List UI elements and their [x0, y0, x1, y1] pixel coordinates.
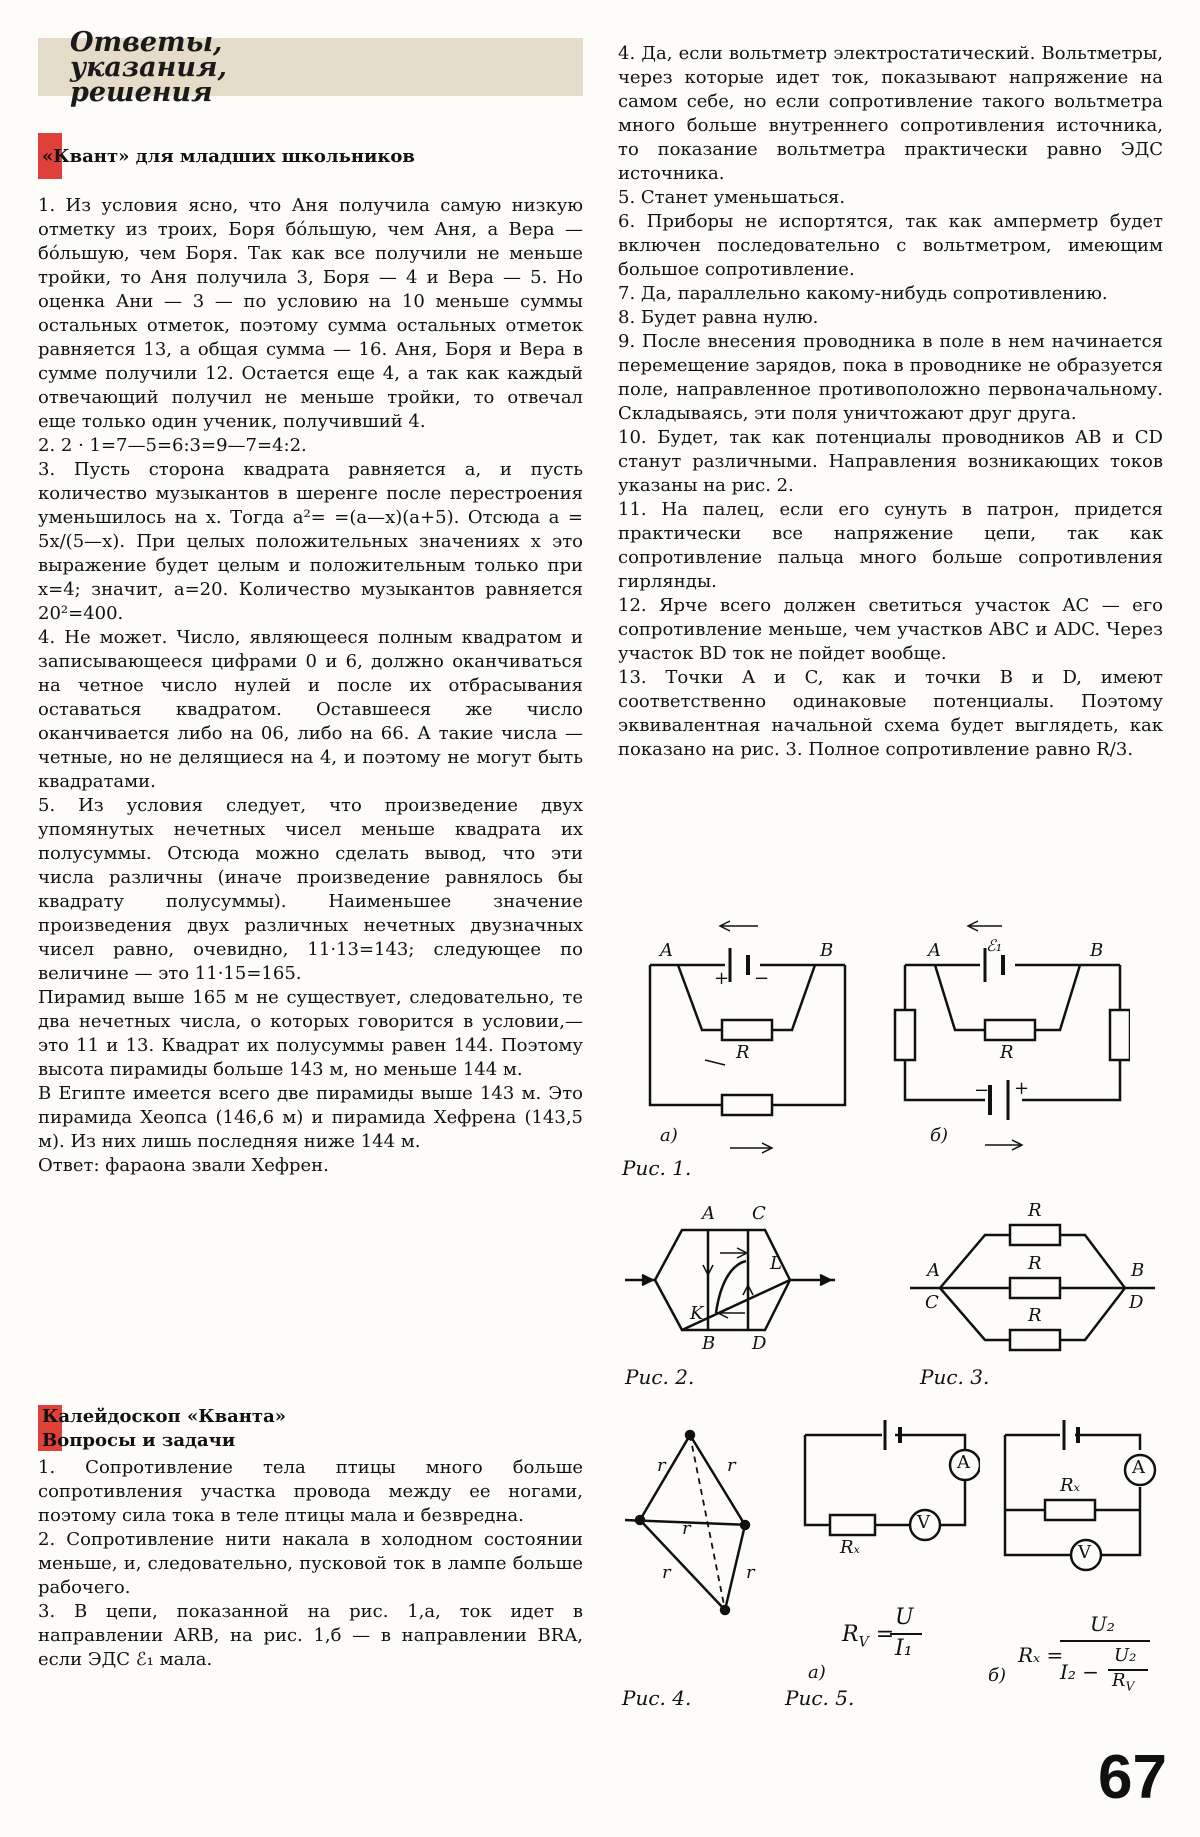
- s1-para-5: 5. Из условия следует, что произведение двух упомянутых нечетных чисел меньше квадрата их полусуммы. Отсюда можно сделать вывод, что эти числа различны (иначе произведение равнялось бы квадрату полусуммы). Наименьшее значение произведения двух различных нечетных двузначных чисел равно, очевидно, 11·13=143; следующее по величине — это 11·15=165.: [38, 795, 583, 984]
- fig5a-V: V: [917, 1512, 930, 1533]
- fig5a-formula-sub: V: [858, 1634, 869, 1651]
- fig1b-label-R: R: [1000, 1042, 1014, 1063]
- figure-5b: [1000, 1415, 1170, 1575]
- left-column: [38, 194, 583, 1178]
- figure-2: [620, 1195, 850, 1355]
- fig2-label-A: A: [702, 1203, 715, 1224]
- s2-para-1: 1. Сопротивление тела птицы много больше сопротивления участка провода между ее ногами, поэтому сила тока в теле птицы мала и безвредна.: [38, 1457, 583, 1526]
- fig1-caption: Рис. 1.: [622, 1156, 692, 1180]
- fig5b-Rx: Rₓ: [1060, 1475, 1080, 1496]
- fig2-label-D: D: [752, 1333, 767, 1354]
- fig5a-A: A: [957, 1452, 970, 1473]
- fig2-label-K: K: [690, 1303, 704, 1324]
- fig1b-label-A: A: [928, 940, 941, 961]
- fig3-label-R1: R: [1028, 1200, 1042, 1221]
- page-number: 67: [1098, 1743, 1167, 1812]
- fig5a-sub: а): [808, 1662, 826, 1683]
- fig5b-formula-den-left: I₂ −: [1060, 1660, 1100, 1684]
- fig4-label-r2: r: [727, 1455, 736, 1476]
- s2-para-2: 2. Сопротивление нити накала в холодном состоянии меньше, и, следовательно, пусковой ток в лампе больше рабочего.: [38, 1529, 583, 1598]
- fig2-label-B: B: [702, 1333, 716, 1354]
- fig5b-formula-inner-den-R: R: [1112, 1670, 1126, 1691]
- fig5a-formula-num: U: [895, 1605, 914, 1630]
- left-column-s2: [38, 1456, 583, 1672]
- s1-para-4: 4. Не может. Число, являющееся полным квадратом и записывающееся цифрами 0 и 6, должно оканчиваться на четное число нулей и после их отбрасывания оставаться квадратом. Оставшееся же число оканчивается либо на 06, либо на 66. А такие числа — четные, но не делящиеся на 4, и поэтому не могут быть квадратами.: [38, 627, 583, 792]
- fig5b-formula-inner-den-sub: V: [1125, 1679, 1135, 1694]
- fig1b-plus: +: [1014, 1078, 1030, 1099]
- fig1-plus-a: +: [714, 968, 730, 989]
- fig5b-formula-num: U₂: [1090, 1612, 1115, 1636]
- fig4-label-r4: r: [662, 1562, 671, 1583]
- s2-para-3: 3. В цепи, показанной на рис. 1,а, ток идет в направлении ARB, на рис. 1,б — в направлении BRA, если ЭДС ℰ₁ мала.: [38, 1601, 583, 1670]
- fig5a-formula-den: I₁: [895, 1636, 913, 1661]
- r-para-6: 6. Приборы не испортятся, так как амперметр будет включен последовательно с вольтметром, имеющим большое сопротивление.: [618, 211, 1163, 280]
- header-title: [70, 27, 330, 108]
- r-para-5: 5. Станет уменьшаться.: [618, 187, 846, 208]
- fig1-label-R: R: [736, 1042, 750, 1063]
- fig5b-sub: б): [988, 1665, 1007, 1686]
- fig5b-formula-lhs: Rₓ =: [1018, 1643, 1064, 1667]
- section2-subtitle: Вопросы и задачи: [42, 1430, 236, 1451]
- fig1-minus-a: −: [754, 968, 770, 989]
- r-para-12: 12. Ярче всего должен светиться участок AC — его сопротивление меньше, чем участков ABC и ADC. Через участок BD ток не пойдет вообще.: [618, 595, 1163, 664]
- figure-5a: [800, 1415, 980, 1558]
- fig1b-minus: −: [974, 1080, 990, 1101]
- r-para-7: 7. Да, параллельно какому-нибудь сопротивлению.: [618, 283, 1108, 304]
- header-title-line1: Ответы,: [70, 27, 223, 58]
- fig5b-V: V: [1078, 1542, 1091, 1563]
- fig5a-formula-R: R: [842, 1622, 859, 1647]
- fig5b-formula-line: [1060, 1640, 1150, 1642]
- fig5a-formula-line: [890, 1633, 922, 1635]
- section1-title: «Квант» для младших школьников: [42, 146, 415, 167]
- fig1-sub-a: а): [660, 1125, 678, 1146]
- fig3-label-C: C: [925, 1292, 939, 1313]
- fig5a-Rx: Rₓ: [840, 1537, 860, 1558]
- s1-para-3: 3. Пусть сторона квадрата равняется a, и пусть количество музыкантов в шеренге после перестроения уменьшилось на x. Тогда a²= =(a—x)(a+5). Отсюда a = 5x/(5—x). При целых положительных значениях x это выражение будет целым и положительным только при x=4; значит, a=20. Количество музыкантов равняется 20²=400.: [38, 459, 583, 624]
- s1-para-1: 1. Из условия ясно, что Аня получила самую низкую отметку из троих, Боря бóльшую, чем Аня, а Вера — бóльшую, чем Боря. Так как все получили не меньше тройки, то Аня получила 3, Боря — 4 и Вера — 5. Но оценка Ани — 3 — по условию на 10 меньше суммы остальных отметок, поэтому сумма остальных отметок равняется 13, а общая сумма — 16. Аня, Боря и Вера в сумме получили 12. Остается еще 4, а так как каждый отвечающий получил не меньше тройки, то отвечал еще только один ученик, получивший 4.: [38, 195, 583, 432]
- figure-4: [620, 1420, 770, 1620]
- s1-para-7: В Египте имеется всего две пирамиды выше 143 м. Это пирамида Хеопса (146,6 м) и пирамида Хефрена (143,5 м). Из них лишь последняя ниже 144 м.: [38, 1083, 583, 1152]
- fig1-label-A: A: [660, 940, 673, 961]
- fig1b-label-emf: ℰ₁: [986, 936, 1003, 955]
- fig2-label-L: L: [770, 1253, 782, 1274]
- figure-3: [905, 1200, 1165, 1360]
- header-title-line3: решения: [70, 77, 213, 108]
- r-para-8: 8. Будет равна нулю.: [618, 307, 819, 328]
- fig5b-A: A: [1132, 1457, 1145, 1478]
- fig2-label-C: C: [752, 1203, 766, 1224]
- r-para-9: 9. После внесения проводника в поле в нем начинается перемещение зарядов, пока в проводнике не образуется поле, направленное противоположно первоначальному. Складываясь, эти поля уничтожают друг друга.: [618, 331, 1163, 424]
- fig5b-formula-inner-num: U₂: [1114, 1645, 1137, 1666]
- fig1-sub-b: б): [930, 1125, 949, 1146]
- fig5b-formula-inner-den: [1112, 1670, 1134, 1694]
- figure-1b: [890, 920, 1130, 1160]
- fig3-caption: Рис. 3.: [920, 1365, 990, 1389]
- fig4-label-r1: r: [657, 1455, 666, 1476]
- r-para-10: 10. Будет, так как потенциалы проводников AB и CD станут различными. Направления возникающих токов указаны на рис. 2.: [618, 427, 1163, 496]
- fig3-label-B: B: [1131, 1260, 1145, 1281]
- fig3-label-R2: R: [1028, 1253, 1042, 1274]
- r-para-11: 11. На палец, если его сунуть в патрон, придется практически все напряжение цепи, так как сопротивление пальца много больше сопротивления гирлянды.: [618, 499, 1163, 592]
- r-para-4: 4. Да, если вольтметр электростатический. Вольтметры, через которые идет ток, показывают напряжение на самом себе, но если сопротивление такого вольтметра много больше внутреннего сопротивления источника, то показание вольтметра практически равно ЭДС источника.: [618, 43, 1163, 184]
- figure-1a: [630, 920, 860, 1160]
- fig3-label-A: A: [927, 1260, 940, 1281]
- right-column: [618, 42, 1163, 762]
- fig4-label-r3: r: [682, 1518, 691, 1539]
- fig4-label-r5: r: [746, 1562, 755, 1583]
- s1-para-6: Пирамид выше 165 м не существует, следовательно, те два нечетных числа, о которых говорится в условии,— это 11 и 13. Квадрат их полусуммы равен 144. Поэтому высота пирамиды больше 143 м, но меньше 144 м.: [38, 987, 583, 1080]
- fig3-label-D: D: [1129, 1292, 1144, 1313]
- fig3-label-R3: R: [1028, 1305, 1042, 1326]
- s1-para-2: 2. 2 · 1=7—5=6:3=9—7=4:2.: [38, 435, 307, 456]
- fig5-caption: Рис. 5.: [785, 1686, 855, 1710]
- s1-para-8: Ответ: фараона звали Хефрен.: [38, 1155, 329, 1176]
- fig5a-formula-lhs: $R_V$ =: [842, 1622, 895, 1651]
- r-para-13: 13. Точки A и C, как и точки B и D, имеют соответственно одинаковые потенциалы. Поэтому эквивалентная начальной схема будет выглядеть, как показано на рис. 3. Полное сопротивление равно R/3.: [618, 667, 1163, 760]
- fig1-label-B: B: [820, 940, 834, 961]
- header-title-line2: указания,: [70, 52, 227, 83]
- fig4-caption: Рис. 4.: [622, 1686, 692, 1710]
- fig1b-label-B: B: [1090, 940, 1104, 961]
- fig2-caption: Рис. 2.: [625, 1365, 695, 1389]
- section2-title: Калейдоскоп «Кванта»: [42, 1406, 286, 1427]
